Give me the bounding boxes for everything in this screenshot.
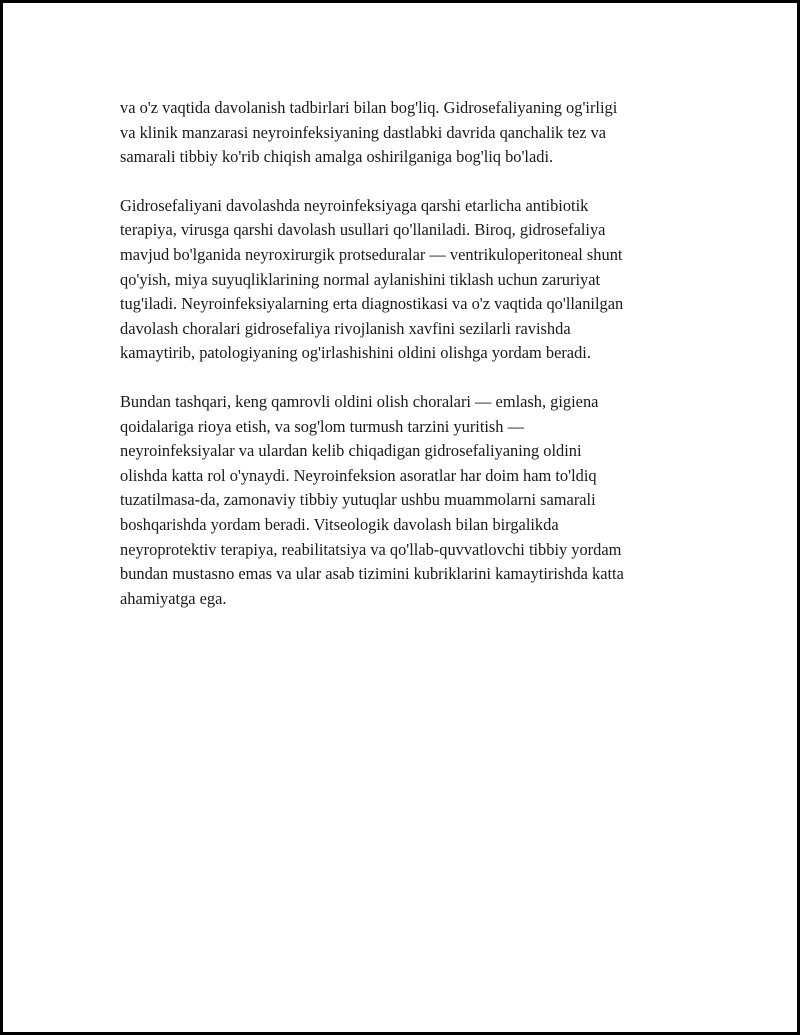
document-body — [120, 96, 695, 635]
paragraph-1: va o'z vaqtida davolanish tadbirlari bilan bog'liq. Gidrosefaliyaning og'irligi va klinik manzarasi neyroinfeksiyaning dastlabki davrida qanchalik tez va samarali tibbiy ko'rib chiqish amalga oshirilganiga bog'liq bo'ladi. — [120, 98, 618, 167]
paragraph-2: Gidrosefaliyani davolashda neyroinfeksiyaga qarshi etarlicha antibiotik terapiya, virusga qarshi davolash usullari qo'llaniladi. Biroq, gidrosefaliya mavjud bo'lganida neyroxirurgik protseduralar — ventrikuloperitoneal shunt qo'yish, miya suyuqliklarining normal aylanishini tiklash uchun zaruriyat tug'iladi. Neyroinfeksiyalarning erta diagnostikasi va o'z vaqtida qo'llanilgan davolash choralari gidrosefaliya rivojlanish xavfini sezilarli ravishda kamaytirib, patologiyaning og'irlashishini oldini olishga yordam beradi. — [120, 195, 624, 363]
paragraph-3: Bundan tashqari, keng qamrovli oldini olish choralari — emlash, gigiena qoidalariga rioya etish, va sog'lom turmush tarzini yuritish — neyroinfeksiyalar va ulardan kelib chiqadigan gidrosefaliyaning oldini olishda katta rol o'ynaydi. Neyroinfeksion asoratlar har doim ham to'ldiq tuzatilmasa-da, zamonaviy tibbiy yutuqlar ushbu muammolarni samarali boshqarishda yordam beradi. Vitseologik davolash bilan birgalikda neyroprotektiv terapiya, reabilitatsiya va qo'llab-quvvatlovchi tibbiy yordam bundan mustasno emas va ular asab tizimini kubriklarini kamaytirishda katta ahamiyatga ega. — [120, 391, 624, 608]
